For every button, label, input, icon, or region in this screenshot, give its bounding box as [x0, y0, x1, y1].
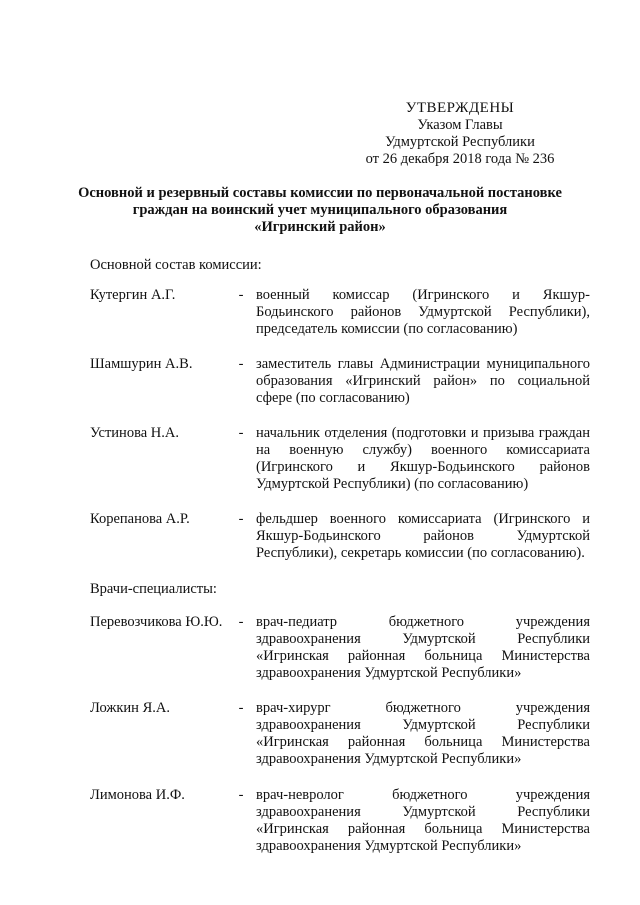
doctor-name: Лимонова И.Ф. — [90, 787, 185, 803]
doctor-dash: - — [238, 614, 244, 630]
doctors-label: Врачи-специалисты: — [90, 581, 217, 597]
title-line-3: «Игринский район» — [254, 219, 386, 235]
title-line-1: Основной и резервный составы комиссии по первоначальной постановке — [78, 185, 562, 201]
member-name: Кутергин А.Г. — [90, 287, 176, 303]
member-dash: - — [238, 287, 244, 303]
title-line-2: граждан на воинский учет муниципального образования — [132, 202, 508, 218]
main-composition-label: Основной состав комиссии: — [90, 257, 262, 273]
doctor-dash: - — [238, 700, 244, 716]
approval-head: УТВЕРЖДЕНЫ — [405, 100, 515, 116]
doctor-name: Ложкин Я.А. — [90, 700, 170, 716]
document-title — [70, 185, 570, 236]
doctor-role: врач-невролог бюджетного учреждения здравоохранения Удмуртской Республики «Игринская районная больница Министерства здравоохранения Удмуртской Республики» — [256, 787, 590, 854]
approval-line-3: от 26 декабря 2018 года № 236 — [365, 151, 555, 167]
member-dash: - — [238, 511, 244, 527]
member-name: Корепанова А.Р. — [90, 511, 190, 527]
doctor-role: врач-педиатр бюджетного учреждения здравоохранения Удмуртской Республики «Игринская районная больница Министерства здравоохранения Удмуртской Республики» — [256, 614, 590, 681]
member-name: Устинова Н.А. — [90, 425, 179, 441]
approval-stamp — [350, 100, 570, 168]
member-role: заместитель главы Администрации муниципального образования «Игринский район» по социальной сфере (по согласованию) — [256, 356, 590, 406]
member-role: военный комиссар (Игринского и Якшур-Бодьинского районов Удмуртской Республики), председатель комиссии (по согласованию) — [256, 287, 590, 337]
approval-line-2: Удмуртской Республики — [385, 134, 535, 150]
doctor-role: врач-хирург бюджетного учреждения здравоохранения Удмуртской Республики «Игринская районная больница Министерства здравоохранения Удмуртской Республики» — [256, 700, 590, 767]
member-name: Шамшурин А.В. — [90, 356, 193, 372]
member-dash: - — [238, 356, 244, 372]
member-role: начальник отделения (подготовки и призыва граждан на военную службу) военного комиссариата (Игринского и Якшур-Бодьинского районов Удмуртской Республики) (по согласованию) — [256, 425, 590, 492]
approval-line-1: Указом Главы — [417, 117, 503, 133]
member-dash: - — [238, 425, 244, 441]
member-role: фельдшер военного комиссариата (Игринского и Якшур-Бодьинского районов Удмуртской Республики), секретарь комиссии (по согласованию). — [256, 511, 590, 561]
doctor-dash: - — [238, 787, 244, 803]
doctor-name: Перевозчикова Ю.Ю. — [90, 614, 223, 630]
